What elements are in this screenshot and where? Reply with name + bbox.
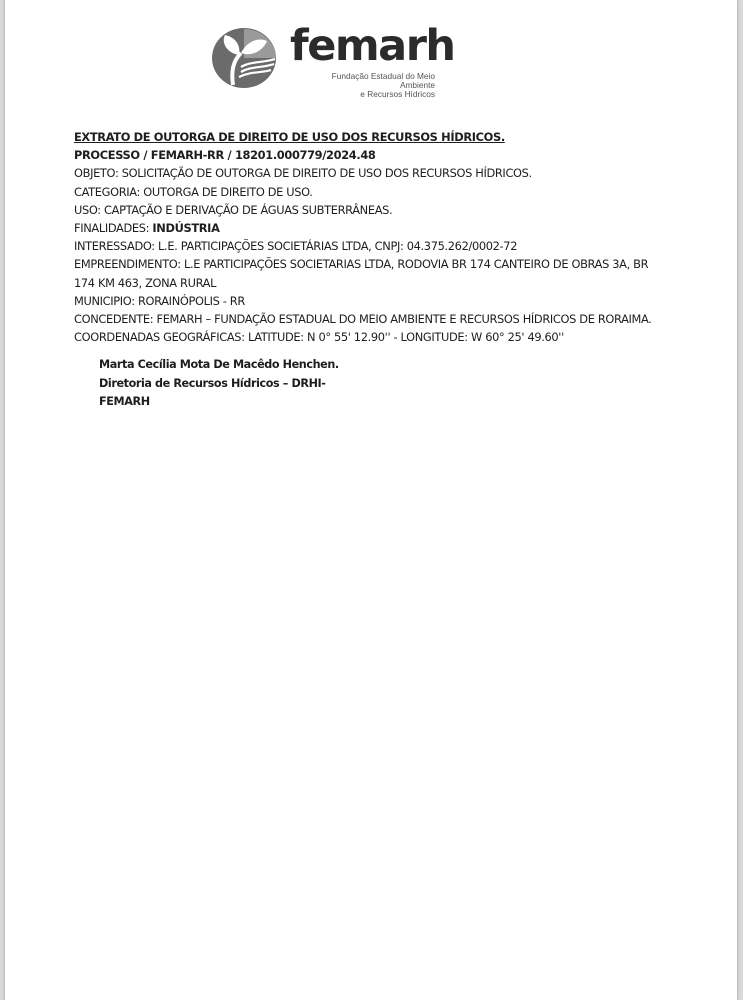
field-categoria: CATEGORIA: OUTORGA DE DIREITO DE USO. [74,184,313,199]
field-interessado: INTERESSADO: L.E. PARTICIPAÇÕES SOCIETÁRIAS LTDA, CNPJ: 04.375.262/0002-72 [74,239,518,254]
femarh-logo [211,21,455,99]
finalidades-label: FINALIDADES: [74,220,153,235]
femarh-leaf-water-icon [211,27,277,89]
logo-subtitle-line1: Fundação Estadual do Meio Ambiente [331,71,435,90]
field-uso: USO: CAPTAÇÃO E DERIVAÇÃO DE ÁGUAS SUBTERRÂNEAS. [74,202,393,217]
field-empreendimento-line1: EMPREENDIMENTO: L.E PARTICIPAÇÕES SOCIETARIAS LTDA, RODOVIA BR 174 CANTEIRO DE OBRAS 3A, BR [74,257,649,272]
field-municipio: MUNICIPIO: RORAINÓPOLIS - RR [74,293,245,308]
logo-subtitle-line2: e Recursos Hídricos [360,89,435,99]
document-page [5,0,737,1000]
signatory-name: Marta Cecília Mota De Macêdo Henchen. [99,358,339,371]
field-empreendimento-line2: 174 KM 463, ZONA RURAL [74,275,217,290]
field-objeto: OBJETO: SOLICITAÇÃO DE OUTORGA DE DIREITO DE USO DOS RECURSOS HÍDRICOS. [74,166,532,181]
finalidades-value: INDÚSTRIA [152,220,220,235]
logo-wordmark: femarh [290,21,455,71]
process-number: PROCESSO / FEMARH-RR / 18201.000779/2024.48 [74,148,376,163]
signatory-department: Diretoria de Recursos Hídricos – DRHI- [99,376,326,390]
logo-subtitle [295,72,435,99]
extract-body [74,128,694,346]
signature-block [99,356,339,412]
field-concedente: CONCEDENTE: FEMARH – FUNDAÇÃO ESTADUAL DO MEIO AMBIENTE E RECURSOS HÍDRICOS DE RORAIMA. [74,311,652,326]
document-title: EXTRATO DE OUTORGA DE DIREITO DE USO DOS RECURSOS HÍDRICOS. [74,130,505,144]
field-finalidades [74,219,694,237]
signatory-organization: FEMARH [99,395,150,408]
field-coordenadas: COORDENADAS GEOGRÁFICAS: LATITUDE: N 0° 55' 12.90'' - LONGITUDE: W 60° 25' 49.60'' [74,330,564,345]
